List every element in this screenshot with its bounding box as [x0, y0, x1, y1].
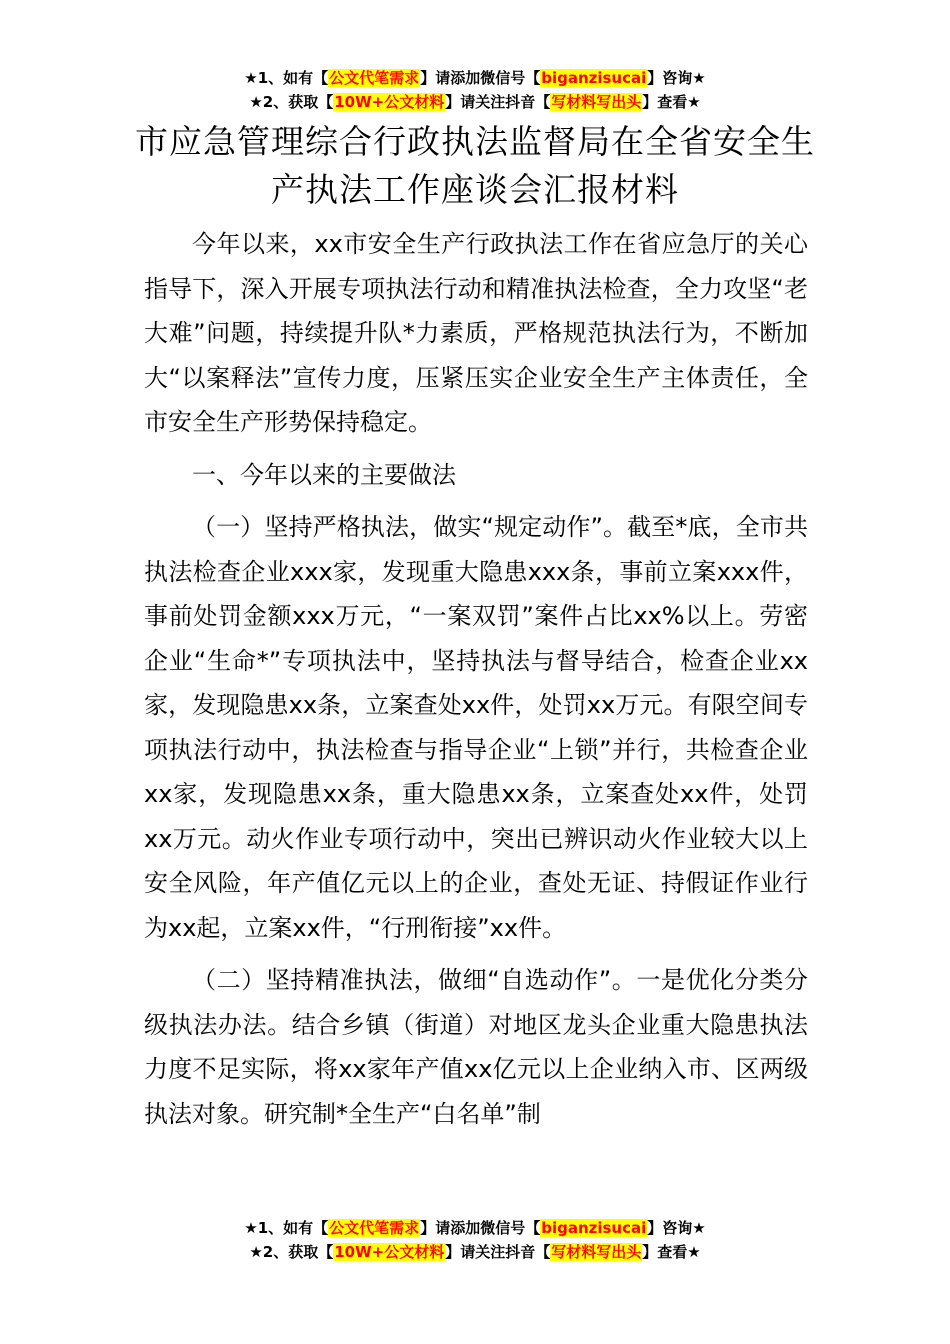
banner-line-1: [0, 1216, 950, 1240]
banner-text: ★2、获取【: [249, 1243, 334, 1261]
banner-highlight: biganzisucai: [541, 1219, 647, 1237]
banner-text: 】请关注抖音【: [445, 1243, 551, 1261]
section-heading: 一、今年以来的主要做法: [192, 460, 456, 489]
banner-text: 】查看★: [642, 1243, 701, 1261]
banner-text: 】请关注抖音【: [445, 93, 551, 111]
banner-highlight: 10W+公文材料: [334, 93, 445, 111]
banner-text: ★1、如有【: [244, 69, 329, 87]
paragraph-strict-enforcement: （一）坚持严格执法，做实“规定动作”。截至*底，全市共执法检查企业xxx家，发现重大隐患xxx条，事前立案xxx件，事前处罚金额xxx万元，“一案双罚”案件占比xx%以上。劳密企业“生命*”专项执法中，坚持执法与督导结合，检查企业xx家，发现隐患xx条，立案查处xx件，处罚xx万元。有限空间专项执法行动中，执法检查与指导企业“上锁”并行，共检查企业xx家，发现隐患xx条，重大隐患xx条，立案查处xx件，处罚xx万元。动火作业专项行动中，突出已辨识动火作业较大以上安全风险，年产值亿元以上的企业，查处无证、持假证作业行为xx起，立案xx件，“行刑衔接”xx件。: [144, 513, 808, 942]
banner-text: 】咨询★: [647, 69, 706, 87]
footer-banner: [0, 1216, 950, 1264]
banner-text: ★2、获取【: [249, 93, 334, 111]
banner-highlight: biganzisucai: [541, 69, 647, 87]
paragraph-intro: 今年以来，xx市安全生产行政执法工作在省应急厅的关心指导下，深入开展专项执法行动和精准执法检查，全力攻坚“老大难”问题，持续提升队*力素质，严格规范执法行为，不断加大“以案释法”宣传力度，压紧压实企业安全生产主体责任，全市安全生产形势保持稳定。: [144, 230, 808, 436]
banner-highlight: 10W+公文材料: [334, 1243, 445, 1261]
banner-text: ★1、如有【: [244, 1219, 329, 1237]
paragraph-precise-enforcement: （二）坚持精准执法，做细“自选动作”。一是优化分类分级执法办法。结合乡镇（街道）对地区龙头企业重大隐患执法力度不足实际，将xx家年产值xx亿元以上企业纳入市、区两级执法对象。研究制*全生产“白名单”制: [144, 966, 808, 1128]
banner-highlight: 公文代笔需求: [329, 1219, 420, 1237]
banner-highlight: 公文代笔需求: [329, 69, 420, 87]
banner-highlight: 写材料写出头: [551, 93, 642, 111]
banner-line-1: [0, 66, 950, 90]
document-title: 市应急管理综合行政执法监督局在全省安全生产执法工作座谈会汇报材料: [135, 122, 815, 209]
banner-text: 】请添加微信号【: [420, 69, 541, 87]
header-banner: [0, 66, 950, 114]
banner-highlight: 写材料写出头: [551, 1243, 642, 1261]
banner-line-2: [0, 90, 950, 114]
banner-text: 】请添加微信号【: [420, 1219, 541, 1237]
document-body: [144, 222, 808, 1144]
banner-text: 】咨询★: [647, 1219, 706, 1237]
banner-text: 】查看★: [642, 93, 701, 111]
banner-line-2: [0, 1240, 950, 1264]
